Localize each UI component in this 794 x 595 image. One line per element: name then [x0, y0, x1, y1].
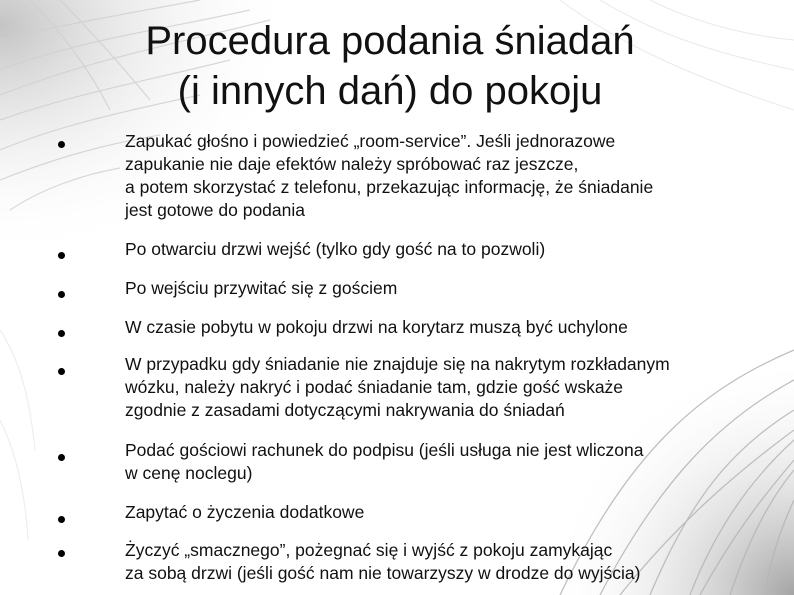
bullet-dot-icon — [58, 516, 65, 523]
title-line-1: Procedura podania śniadań — [145, 19, 635, 63]
bullet-dot-icon — [58, 291, 65, 298]
bullet-text: W czasie pobytu w pokoju drzwi na korytarz muszą być uchylone — [125, 317, 628, 337]
title-line-2: (i innych dań) do pokoju — [177, 69, 603, 113]
bullet-text: Życzyć „smacznego”, pożegnać się i wyjść z pokoju zamykając za sobą drzwi (jeśli gość nam nie towarzyszy w drodze do wyjścia) — [125, 540, 641, 583]
bullet-dot-icon — [58, 454, 65, 461]
bullet-dot-icon — [58, 141, 65, 148]
bullet-text: Zapytać o życzenia dodatkowe — [125, 502, 365, 522]
bullet-dot-icon — [58, 252, 65, 259]
bullet-text: Zapukać głośno i powiedzieć „room-service”. Jeśli jednorazowe zapukanie nie daje efektów należy spróbować raz jeszcze, a potem skorzystać z telefonu, przekazując informację, że śniadanie jest gotowe do podania — [125, 131, 654, 220]
bullet-text: W przypadku gdy śniadanie nie znajduje się na nakrytym rozkładanym wózku, należy nakryć i podać śniadanie tam, gdzie gość wskaże zgodnie z zasadami dotyczącymi nakrywania do śniadań — [125, 354, 670, 420]
bullet-text: Po wejściu przywitać się z gościem — [125, 278, 398, 298]
bullet-text: Podać gościowi rachunek do podpisu (jeśli usługa nie jest wliczona w cenę noclegu) — [125, 440, 644, 483]
bullet-dot-icon — [58, 330, 65, 337]
slide-title — [90, 16, 690, 116]
bullet-dot-icon — [58, 550, 65, 557]
bullet-dot-icon — [58, 368, 65, 375]
bullet-text: Po otwarciu drzwi wejść (tylko gdy gość na to pozwoli) — [125, 239, 546, 259]
